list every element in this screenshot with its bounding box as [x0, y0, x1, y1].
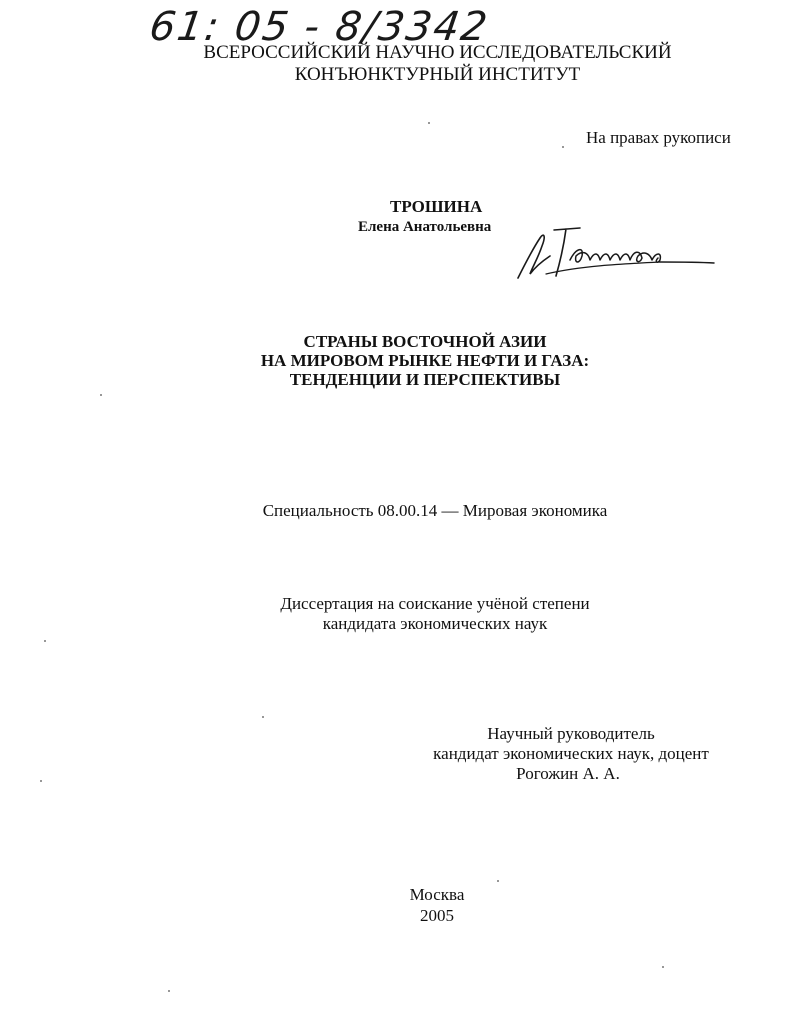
- supervisor-role: Научный руководитель: [487, 724, 655, 743]
- specialty-line: Специальность 08.00.14 — Мировая экономика: [262, 501, 608, 520]
- supervisor-degree: кандидат экономических наук, доцент: [433, 744, 709, 763]
- scan-speck: [100, 394, 102, 396]
- scan-speck: [262, 716, 264, 718]
- thesis-title-line2: НА МИРОВОМ РЫНКЕ НЕФТИ И ГАЗА:: [260, 351, 590, 370]
- scan-speck: [40, 780, 42, 782]
- author-given-names: Елена Анатольевна: [358, 219, 492, 235]
- scan-speck: [428, 122, 430, 124]
- author-signature: [510, 216, 720, 288]
- scan-speck: [168, 990, 170, 992]
- thesis-title-line1: СТРАНЫ ВОСТОЧНОЙ АЗИИ: [303, 332, 547, 351]
- supervisor-name: Рогожин А. А.: [516, 764, 620, 783]
- scan-speck: [662, 966, 664, 968]
- year: 2005: [420, 906, 454, 925]
- degree-line2: кандидата экономических наук: [322, 614, 548, 633]
- city: Москва: [409, 885, 465, 904]
- thesis-title-line3: ТЕНДЕНЦИИ И ПЕРСПЕКТИВЫ: [289, 370, 561, 389]
- handwritten-archive-number: 61: 05 - 8/3342: [146, 4, 492, 50]
- institute-name-line1: ВСЕРОССИЙСКИЙ НАУЧНО ИССЛЕДОВАТЕЛЬСКИЙ: [203, 42, 672, 63]
- scan-speck: [44, 640, 46, 642]
- scan-speck: [497, 880, 499, 882]
- author-surname: ТРОШИНА: [390, 197, 483, 216]
- manuscript-note: На правах рукописи: [586, 128, 731, 147]
- scan-speck: [562, 146, 564, 148]
- degree-line1: Диссертация на соискание учёной степени: [280, 594, 590, 613]
- institute-name-line2: КОНЪЮНКТУРНЫЙ ИНСТИТУТ: [294, 64, 581, 85]
